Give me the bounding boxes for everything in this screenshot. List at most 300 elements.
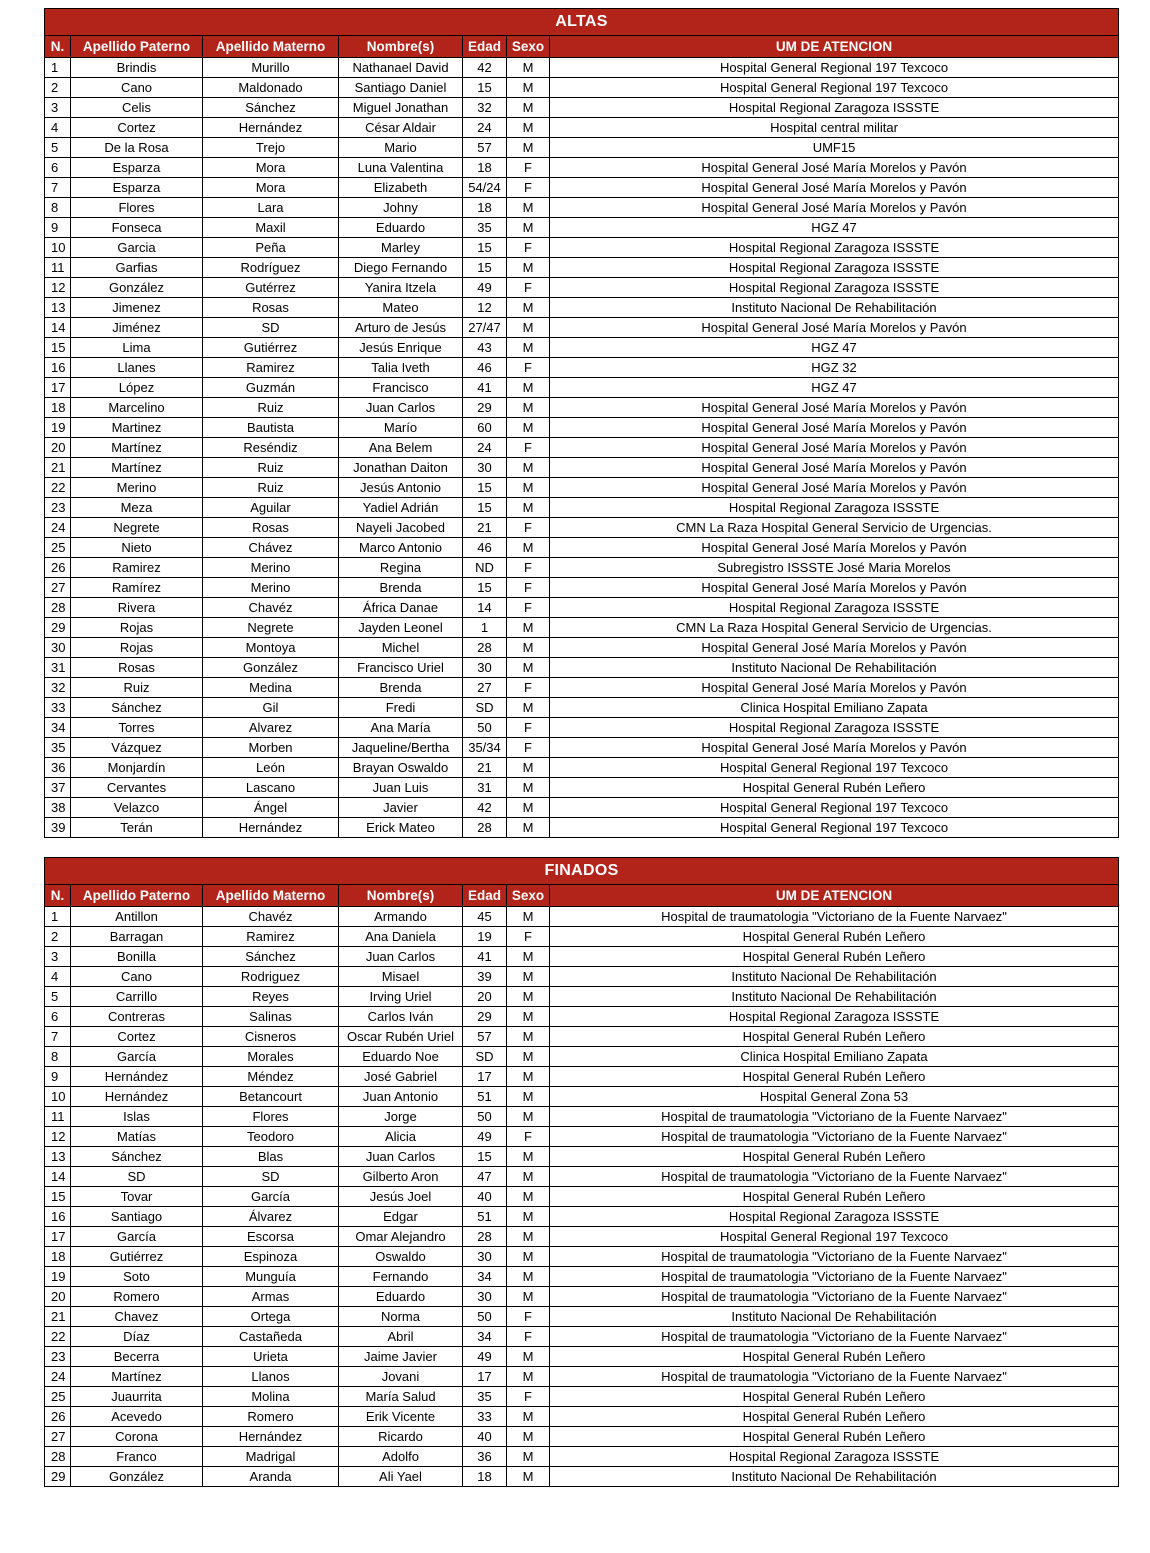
table-row xyxy=(45,1087,1119,1107)
cell-nombres: Juan Carlos xyxy=(339,947,463,967)
cell-sexo: M xyxy=(507,1067,550,1087)
cell-edad: 57 xyxy=(463,138,507,158)
cell-um-atencion: Hospital General Rubén Leñero xyxy=(550,1407,1119,1427)
cell-apellido-materno: Peña xyxy=(203,238,339,258)
cell-nombres: Miguel Jonathan xyxy=(339,98,463,118)
cell-um-atencion: UMF15 xyxy=(550,138,1119,158)
cell-number: 6 xyxy=(45,158,71,178)
cell-edad: 35 xyxy=(463,218,507,238)
cell-um-atencion: Instituto Nacional De Rehabilitación xyxy=(550,298,1119,318)
cell-sexo: M xyxy=(507,1367,550,1387)
cell-sexo: M xyxy=(507,798,550,818)
cell-apellido-materno: Armas xyxy=(203,1287,339,1307)
cell-number: 33 xyxy=(45,698,71,718)
cell-edad: ND xyxy=(463,558,507,578)
cell-sexo: F xyxy=(507,278,550,298)
cell-apellido-materno: SD xyxy=(203,1167,339,1187)
cell-um-atencion: Hospital General José María Morelos y Pavón xyxy=(550,738,1119,758)
cell-edad: 1 xyxy=(463,618,507,638)
cell-number: 20 xyxy=(45,438,71,458)
cell-number: 7 xyxy=(45,1027,71,1047)
cell-apellido-materno: Blas xyxy=(203,1147,339,1167)
cell-number: 29 xyxy=(45,618,71,638)
table-row xyxy=(45,1147,1119,1167)
cell-sexo: M xyxy=(507,138,550,158)
cell-apellido-materno: Alvarez xyxy=(203,718,339,738)
table-row xyxy=(45,218,1119,238)
col-header-sexo: Sexo xyxy=(507,885,550,907)
cell-edad: 47 xyxy=(463,1167,507,1187)
cell-apellido-materno: Maldonado xyxy=(203,78,339,98)
table-row xyxy=(45,1407,1119,1427)
cell-apellido-materno: Llanos xyxy=(203,1367,339,1387)
cell-nombres: Mateo xyxy=(339,298,463,318)
cell-number: 29 xyxy=(45,1467,71,1487)
cell-nombres: Jaqueline/Bertha xyxy=(339,738,463,758)
cell-apellido-paterno: Cano xyxy=(71,967,203,987)
cell-sexo: M xyxy=(507,987,550,1007)
cell-sexo: M xyxy=(507,458,550,478)
col-header-nombres: Nombre(s) xyxy=(339,885,463,907)
cell-apellido-paterno: Brindis xyxy=(71,58,203,78)
cell-um-atencion: Hospital de traumatologia "Victoriano de la Fuente Narvaez" xyxy=(550,1267,1119,1287)
cell-apellido-materno: Urieta xyxy=(203,1347,339,1367)
cell-apellido-paterno: Rosas xyxy=(71,658,203,678)
cell-number: 7 xyxy=(45,178,71,198)
cell-um-atencion: Hospital de traumatologia "Victoriano de la Fuente Narvaez" xyxy=(550,1327,1119,1347)
cell-nombres: Brenda xyxy=(339,578,463,598)
table-row xyxy=(45,698,1119,718)
cell-apellido-materno: Espinoza xyxy=(203,1247,339,1267)
cell-nombres: Gilberto Aron xyxy=(339,1167,463,1187)
table-row xyxy=(45,1347,1119,1367)
cell-edad: 21 xyxy=(463,518,507,538)
cell-um-atencion: Hospital General Regional 197 Texcoco xyxy=(550,78,1119,98)
table-row xyxy=(45,718,1119,738)
cell-apellido-paterno: Martínez xyxy=(71,1367,203,1387)
cell-apellido-paterno: Velazco xyxy=(71,798,203,818)
cell-edad: 15 xyxy=(463,498,507,518)
col-header-apellido-paterno: Apellido Paterno xyxy=(71,885,203,907)
cell-um-atencion: Instituto Nacional De Rehabilitación xyxy=(550,1307,1119,1327)
cell-sexo: M xyxy=(507,1287,550,1307)
cell-number: 37 xyxy=(45,778,71,798)
cell-number: 36 xyxy=(45,758,71,778)
cell-apellido-materno: Ruiz xyxy=(203,458,339,478)
cell-apellido-materno: Morben xyxy=(203,738,339,758)
cell-sexo: F xyxy=(507,358,550,378)
cell-apellido-materno: Sánchez xyxy=(203,98,339,118)
cell-number: 17 xyxy=(45,1227,71,1247)
finados-title: FINADOS xyxy=(45,858,1119,885)
finados-table xyxy=(44,857,1119,1487)
table-row xyxy=(45,418,1119,438)
cell-apellido-paterno: Flores xyxy=(71,198,203,218)
cell-number: 39 xyxy=(45,818,71,838)
cell-number: 30 xyxy=(45,638,71,658)
cell-sexo: M xyxy=(507,638,550,658)
table-row xyxy=(45,278,1119,298)
cell-nombres: Eduardo xyxy=(339,218,463,238)
cell-sexo: M xyxy=(507,1027,550,1047)
cell-nombres: Irving Uriel xyxy=(339,987,463,1007)
cell-edad: 20 xyxy=(463,987,507,1007)
cell-apellido-paterno: Corona xyxy=(71,1427,203,1447)
cell-edad: 15 xyxy=(463,78,507,98)
cell-number: 16 xyxy=(45,358,71,378)
cell-edad: 28 xyxy=(463,1227,507,1247)
cell-edad: 30 xyxy=(463,1287,507,1307)
cell-edad: 33 xyxy=(463,1407,507,1427)
cell-sexo: M xyxy=(507,78,550,98)
cell-apellido-materno: Montoya xyxy=(203,638,339,658)
cell-apellido-materno: Munguía xyxy=(203,1267,339,1287)
cell-apellido-paterno: Celis xyxy=(71,98,203,118)
cell-nombres: Yadiel Adrián xyxy=(339,498,463,518)
cell-edad: 28 xyxy=(463,818,507,838)
cell-edad: 41 xyxy=(463,947,507,967)
cell-apellido-paterno: Díaz xyxy=(71,1327,203,1347)
cell-nombres: Mario xyxy=(339,138,463,158)
cell-apellido-materno: Chávez xyxy=(203,538,339,558)
cell-number: 27 xyxy=(45,1427,71,1447)
cell-edad: 60 xyxy=(463,418,507,438)
table-row xyxy=(45,798,1119,818)
col-header-apellido-paterno: Apellido Paterno xyxy=(71,36,203,58)
col-header-nombres: Nombre(s) xyxy=(339,36,463,58)
table-row xyxy=(45,1327,1119,1347)
cell-nombres: Erick Mateo xyxy=(339,818,463,838)
cell-nombres: Ana Belem xyxy=(339,438,463,458)
cell-number: 3 xyxy=(45,98,71,118)
cell-sexo: F xyxy=(507,738,550,758)
cell-number: 14 xyxy=(45,318,71,338)
cell-apellido-materno: Escorsa xyxy=(203,1227,339,1247)
cell-apellido-paterno: Rojas xyxy=(71,638,203,658)
cell-edad: 51 xyxy=(463,1087,507,1107)
cell-apellido-materno: Ramirez xyxy=(203,927,339,947)
table-row xyxy=(45,967,1119,987)
table-row xyxy=(45,178,1119,198)
cell-edad: 49 xyxy=(463,1127,507,1147)
cell-um-atencion: Hospital de traumatologia "Victoriano de la Fuente Narvaez" xyxy=(550,1167,1119,1187)
cell-edad: 42 xyxy=(463,798,507,818)
cell-number: 8 xyxy=(45,198,71,218)
cell-sexo: M xyxy=(507,398,550,418)
cell-nombres: Eduardo xyxy=(339,1287,463,1307)
cell-apellido-paterno: Matías xyxy=(71,1127,203,1147)
cell-number: 34 xyxy=(45,718,71,738)
cell-edad: 28 xyxy=(463,638,507,658)
cell-sexo: M xyxy=(507,1107,550,1127)
table-row xyxy=(45,947,1119,967)
cell-edad: 15 xyxy=(463,1147,507,1167)
cell-number: 27 xyxy=(45,578,71,598)
cell-number: 10 xyxy=(45,1087,71,1107)
cell-sexo: F xyxy=(507,1387,550,1407)
cell-um-atencion: Hospital General José María Morelos y Pavón xyxy=(550,418,1119,438)
cell-apellido-paterno: Monjardín xyxy=(71,758,203,778)
cell-edad: 35/34 xyxy=(463,738,507,758)
cell-sexo: M xyxy=(507,818,550,838)
cell-apellido-paterno: Hernández xyxy=(71,1087,203,1107)
table-row xyxy=(45,1447,1119,1467)
cell-number: 31 xyxy=(45,658,71,678)
cell-apellido-paterno: Soto xyxy=(71,1267,203,1287)
cell-edad: 51 xyxy=(463,1207,507,1227)
cell-edad: 30 xyxy=(463,458,507,478)
col-header-um-atencion: UM DE ATENCION xyxy=(550,885,1119,907)
cell-number: 12 xyxy=(45,1127,71,1147)
cell-apellido-materno: Rosas xyxy=(203,298,339,318)
col-header-number: N. xyxy=(45,36,71,58)
cell-um-atencion: Hospital de traumatologia "Victoriano de la Fuente Narvaez" xyxy=(550,1287,1119,1307)
cell-apellido-materno: Gutiérrez xyxy=(203,338,339,358)
cell-nombres: Ana Daniela xyxy=(339,927,463,947)
cell-um-atencion: Clinica Hospital Emiliano Zapata xyxy=(550,1047,1119,1067)
cell-um-atencion: Hospital General Rubén Leñero xyxy=(550,1427,1119,1447)
cell-sexo: M xyxy=(507,778,550,798)
cell-um-atencion: Hospital General Rubén Leñero xyxy=(550,927,1119,947)
cell-nombres: Jesús Antonio xyxy=(339,478,463,498)
cell-number: 14 xyxy=(45,1167,71,1187)
cell-sexo: M xyxy=(507,1467,550,1487)
cell-number: 21 xyxy=(45,1307,71,1327)
cell-apellido-materno: Castañeda xyxy=(203,1327,339,1347)
cell-apellido-materno: Lara xyxy=(203,198,339,218)
cell-um-atencion: Instituto Nacional De Rehabilitación xyxy=(550,967,1119,987)
cell-number: 18 xyxy=(45,398,71,418)
cell-sexo: M xyxy=(507,618,550,638)
cell-apellido-paterno: Martinez xyxy=(71,418,203,438)
cell-number: 4 xyxy=(45,967,71,987)
table-row xyxy=(45,118,1119,138)
cell-number: 20 xyxy=(45,1287,71,1307)
cell-number: 9 xyxy=(45,218,71,238)
cell-nombres: Jovani xyxy=(339,1367,463,1387)
table-row xyxy=(45,1067,1119,1087)
cell-um-atencion: Hospital General José María Morelos y Pavón xyxy=(550,178,1119,198)
cell-sexo: M xyxy=(507,1447,550,1467)
cell-number: 10 xyxy=(45,238,71,258)
cell-um-atencion: Subregistro ISSSTE José Maria Morelos xyxy=(550,558,1119,578)
cell-edad: 45 xyxy=(463,907,507,927)
cell-edad: 27 xyxy=(463,678,507,698)
cell-um-atencion: Hospital General José María Morelos y Pavón xyxy=(550,638,1119,658)
cell-nombres: Eduardo Noe xyxy=(339,1047,463,1067)
cell-um-atencion: Hospital Regional Zaragoza ISSSTE xyxy=(550,718,1119,738)
cell-edad: 34 xyxy=(463,1267,507,1287)
cell-nombres: Talia Iveth xyxy=(339,358,463,378)
cell-um-atencion: Hospital General José María Morelos y Pavón xyxy=(550,198,1119,218)
altas-title: ALTAS xyxy=(45,9,1119,36)
cell-um-atencion: CMN La Raza Hospital General Servicio de Urgencias. xyxy=(550,518,1119,538)
cell-number: 25 xyxy=(45,1387,71,1407)
cell-sexo: M xyxy=(507,538,550,558)
cell-edad: 30 xyxy=(463,1247,507,1267)
cell-sexo: F xyxy=(507,598,550,618)
cell-sexo: F xyxy=(507,678,550,698)
cell-apellido-paterno: Terán xyxy=(71,818,203,838)
cell-apellido-materno: González xyxy=(203,658,339,678)
table-row xyxy=(45,1467,1119,1487)
cell-edad: 46 xyxy=(463,358,507,378)
cell-number: 28 xyxy=(45,598,71,618)
cell-sexo: M xyxy=(507,258,550,278)
cell-apellido-paterno: Martínez xyxy=(71,458,203,478)
cell-apellido-paterno: Becerra xyxy=(71,1347,203,1367)
cell-edad: 50 xyxy=(463,718,507,738)
cell-nombres: Armando xyxy=(339,907,463,927)
cell-um-atencion: Hospital General Regional 197 Texcoco xyxy=(550,1227,1119,1247)
cell-edad: 15 xyxy=(463,238,507,258)
col-header-edad: Edad xyxy=(463,885,507,907)
cell-um-atencion: Hospital General José María Morelos y Pavón xyxy=(550,538,1119,558)
cell-apellido-paterno: Jiménez xyxy=(71,318,203,338)
cell-sexo: M xyxy=(507,1047,550,1067)
cell-um-atencion: Hospital General Rubén Leñero xyxy=(550,1147,1119,1167)
col-header-um-atencion: UM DE ATENCION xyxy=(550,36,1119,58)
cell-edad: 29 xyxy=(463,398,507,418)
cell-um-atencion: Hospital General Regional 197 Texcoco xyxy=(550,58,1119,78)
cell-apellido-paterno: Esparza xyxy=(71,178,203,198)
cell-nombres: Javier xyxy=(339,798,463,818)
table-row xyxy=(45,1047,1119,1067)
cell-apellido-paterno: Gutiérrez xyxy=(71,1247,203,1267)
cell-apellido-materno: Hernández xyxy=(203,118,339,138)
cell-nombres: Jayden Leonel xyxy=(339,618,463,638)
cell-number: 13 xyxy=(45,1147,71,1167)
table-row xyxy=(45,1127,1119,1147)
cell-apellido-paterno: Rojas xyxy=(71,618,203,638)
cell-nombres: Juan Luis xyxy=(339,778,463,798)
cell-um-atencion: Hospital Regional Zaragoza ISSSTE xyxy=(550,1447,1119,1467)
cell-edad: 49 xyxy=(463,1347,507,1367)
table-row xyxy=(45,538,1119,558)
cell-apellido-paterno: García xyxy=(71,1047,203,1067)
cell-nombres: Francisco xyxy=(339,378,463,398)
cell-edad: 36 xyxy=(463,1447,507,1467)
cell-um-atencion: Hospital General Rubén Leñero xyxy=(550,778,1119,798)
table-row xyxy=(45,1027,1119,1047)
cell-um-atencion: Hospital General Regional 197 Texcoco xyxy=(550,818,1119,838)
table-row xyxy=(45,658,1119,678)
cell-nombres: Oswaldo xyxy=(339,1247,463,1267)
cell-edad: 40 xyxy=(463,1187,507,1207)
cell-nombres: Nathanael David xyxy=(339,58,463,78)
cell-edad: 18 xyxy=(463,1467,507,1487)
cell-nombres: África Danae xyxy=(339,598,463,618)
cell-apellido-paterno: Torres xyxy=(71,718,203,738)
cell-apellido-paterno: Meza xyxy=(71,498,203,518)
cell-sexo: F xyxy=(507,438,550,458)
cell-apellido-materno: SD xyxy=(203,318,339,338)
cell-um-atencion: Hospital de traumatologia "Victoriano de la Fuente Narvaez" xyxy=(550,1247,1119,1267)
cell-edad: 42 xyxy=(463,58,507,78)
cell-number: 26 xyxy=(45,558,71,578)
table-row xyxy=(45,1287,1119,1307)
cell-apellido-materno: Hernández xyxy=(203,1427,339,1447)
table-row xyxy=(45,818,1119,838)
cell-number: 3 xyxy=(45,947,71,967)
cell-apellido-materno: Medina xyxy=(203,678,339,698)
cell-um-atencion: HGZ 47 xyxy=(550,338,1119,358)
cell-nombres: Jaime Javier xyxy=(339,1347,463,1367)
cell-apellido-materno: Murillo xyxy=(203,58,339,78)
cell-sexo: M xyxy=(507,498,550,518)
cell-nombres: Ricardo xyxy=(339,1427,463,1447)
cell-edad: 15 xyxy=(463,478,507,498)
cell-apellido-materno: Méndez xyxy=(203,1067,339,1087)
cell-um-atencion: Hospital Regional Zaragoza ISSSTE xyxy=(550,1207,1119,1227)
cell-sexo: F xyxy=(507,927,550,947)
cell-nombres: Omar Alejandro xyxy=(339,1227,463,1247)
table-row xyxy=(45,358,1119,378)
cell-number: 18 xyxy=(45,1247,71,1267)
table-row xyxy=(45,678,1119,698)
cell-number: 22 xyxy=(45,1327,71,1347)
cell-sexo: F xyxy=(507,238,550,258)
cell-sexo: M xyxy=(507,1227,550,1247)
cell-apellido-materno: Flores xyxy=(203,1107,339,1127)
cell-nombres: Arturo de Jesús xyxy=(339,318,463,338)
cell-apellido-materno: Hernández xyxy=(203,818,339,838)
cell-sexo: M xyxy=(507,758,550,778)
cell-apellido-paterno: De la Rosa xyxy=(71,138,203,158)
cell-um-atencion: Instituto Nacional De Rehabilitación xyxy=(550,987,1119,1007)
cell-um-atencion: Hospital General José María Morelos y Pavón xyxy=(550,318,1119,338)
cell-apellido-materno: Merino xyxy=(203,578,339,598)
altas-table xyxy=(44,8,1119,838)
table-row xyxy=(45,778,1119,798)
cell-apellido-paterno: Contreras xyxy=(71,1007,203,1027)
cell-um-atencion: HGZ 47 xyxy=(550,218,1119,238)
cell-apellido-paterno: Hernández xyxy=(71,1067,203,1087)
cell-um-atencion: Hospital Regional Zaragoza ISSSTE xyxy=(550,258,1119,278)
cell-apellido-materno: Aguilar xyxy=(203,498,339,518)
cell-apellido-materno: Sánchez xyxy=(203,947,339,967)
cell-apellido-paterno: Martínez xyxy=(71,438,203,458)
cell-sexo: M xyxy=(507,318,550,338)
cell-number: 6 xyxy=(45,1007,71,1027)
cell-number: 32 xyxy=(45,678,71,698)
cell-um-atencion: Hospital General Zona 53 xyxy=(550,1087,1119,1107)
cell-number: 1 xyxy=(45,907,71,927)
cell-number: 2 xyxy=(45,78,71,98)
cell-number: 24 xyxy=(45,1367,71,1387)
cell-um-atencion: Hospital Regional Zaragoza ISSSTE xyxy=(550,598,1119,618)
table-row xyxy=(45,1007,1119,1027)
cell-apellido-materno: Betancourt xyxy=(203,1087,339,1107)
cell-um-atencion: Instituto Nacional De Rehabilitación xyxy=(550,658,1119,678)
cell-nombres: Fernando xyxy=(339,1267,463,1287)
cell-um-atencion: Hospital Regional Zaragoza ISSSTE xyxy=(550,98,1119,118)
cell-sexo: M xyxy=(507,98,550,118)
cell-edad: 21 xyxy=(463,758,507,778)
cell-nombres: Jorge xyxy=(339,1107,463,1127)
cell-apellido-paterno: Carrillo xyxy=(71,987,203,1007)
table-row xyxy=(45,498,1119,518)
cell-apellido-materno: Ramirez xyxy=(203,358,339,378)
cell-apellido-materno: Salinas xyxy=(203,1007,339,1027)
table-row xyxy=(45,558,1119,578)
col-header-number: N. xyxy=(45,885,71,907)
cell-nombres: Ali Yael xyxy=(339,1467,463,1487)
table-row xyxy=(45,638,1119,658)
cell-edad: 17 xyxy=(463,1367,507,1387)
cell-apellido-paterno: López xyxy=(71,378,203,398)
cell-apellido-materno: Lascano xyxy=(203,778,339,798)
